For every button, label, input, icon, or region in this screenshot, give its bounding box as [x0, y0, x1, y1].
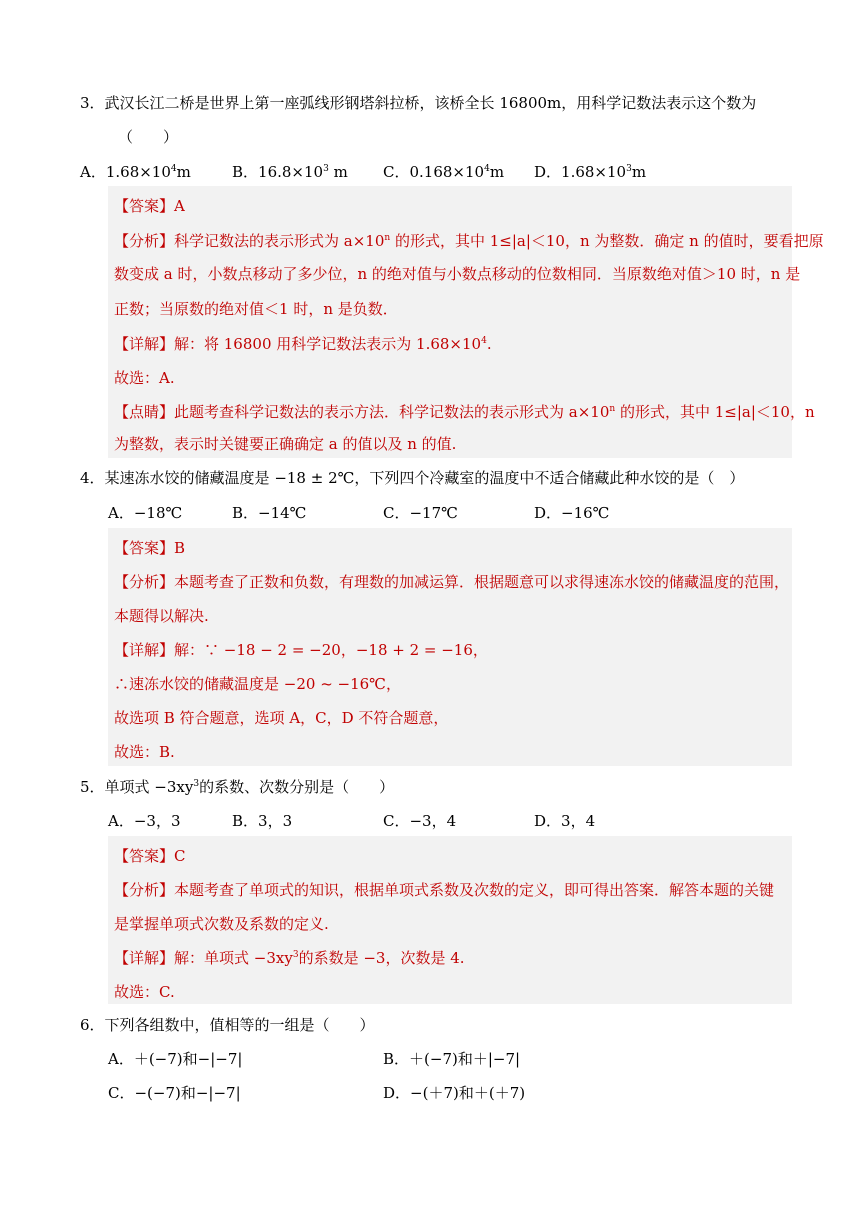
- q6-option-c: C．−(−7)和−|−7|: [108, 1084, 241, 1102]
- q4-detail-line-1: 【详解】解：∵ −18 − 2 = −20，−18 + 2 = −16，: [114, 641, 488, 659]
- question-6-stem: 6．下列各组数中，值相等的一组是（ ）: [80, 1016, 375, 1034]
- q4-detail-line-3: 故选项 B 符合题意，选项 A，C，D 不符合题意，: [114, 709, 449, 727]
- q4-option-c: C．−17℃: [383, 504, 458, 522]
- q3-option-d: D．$1.68\times 10^3m$: [534, 163, 647, 181]
- q4-option-a: A．−18℃: [108, 504, 183, 522]
- q3-detail: 【详解】解：将 16800 用科学记数法表示为 $1.68\times 10^4$.: [114, 335, 492, 353]
- q6-option-b: B．＋(−7)和＋|−7|: [383, 1050, 521, 1068]
- q4-analysis-line-1: 【分析】本题考查了正数和负数，有理数的加减运算．根据题意可以求得速冻水饺的储藏温度的范围，: [114, 573, 790, 591]
- q3-analysis-line-3: 正数；当原数的绝对值＜1 时，n 是负数．: [114, 300, 398, 318]
- question-4-stem: 4．某速冻水饺的储藏温度是 −18 ± 2℃，下列四个冷藏室的温度中不适合储藏此种水饺的是（ ）: [80, 469, 745, 487]
- question-3-paren: （ ）: [118, 128, 179, 146]
- q3-solution-box: [108, 186, 824, 458]
- question-5-stem: 5．单项式 $-3xy^3$的系数、次数分别是（ ）: [80, 778, 395, 796]
- q3-answer: 【答案】A: [114, 197, 185, 215]
- q4-detail-line-2: ∴速冻水饺的储藏温度是 −20 ~ −16℃，: [114, 675, 401, 693]
- q4-option-b: B．−14℃: [232, 504, 307, 522]
- q6-option-d: D．−(＋7)和＋(＋7): [383, 1084, 526, 1102]
- q6-option-a: A．＋(−7)和−|−7|: [108, 1050, 243, 1068]
- q3-analysis-line-2: 数变成 a 时，小数点移动了多少位，n 的绝对值与小数点移动的位数相同．当原数绝对值＞10 时，n 是: [114, 265, 801, 283]
- q4-option-d: D．−16℃: [534, 504, 610, 522]
- q3-comment-line-1: 【点睛】此题考查科学记数法的表示方法．科学记数法的表示形式为 $a\times 10^n$ 的形式，其中 1≤|a|＜10，n: [114, 403, 815, 421]
- q3-choice: 故选：A.: [114, 369, 175, 387]
- q3-option-a: A．$1.68\times 10^4m$: [80, 163, 191, 181]
- q4-answer: 【答案】B: [114, 539, 186, 557]
- q5-option-c: C．−3，4: [383, 812, 457, 830]
- question-3-stem: 3．武汉长江二桥是世界上第一座弧线形钢塔斜拉桥，该桥全长 16800m，用科学记数法表示这个数为: [80, 94, 757, 112]
- q5-detail: 【详解】解：单项式 $-3xy^3$的系数是 −3，次数是 4.: [114, 949, 465, 967]
- q5-solution-box: [108, 836, 792, 1004]
- q3-analysis-line-1: 【分析】科学记数法的表示形式为 $a\times 10^n$ 的形式，其中 1≤|a|＜10，n 为整数．确定 n 的值时，要看把原: [114, 232, 824, 250]
- q3-comment-line-2: 为整数，表示时关键要正确确定 a 的值以及 n 的值.: [114, 435, 457, 453]
- q4-analysis-line-2: 本题得以解决.: [114, 607, 209, 625]
- q5-analysis-line-2: 是掌握单项式次数及系数的定义.: [114, 915, 329, 933]
- q3-option-c: C．$0.168\times 10^4m$: [383, 163, 505, 181]
- q5-choice: 故选：C.: [114, 983, 175, 1001]
- q5-analysis-line-1: 【分析】本题考查了单项式的知识，根据单项式系数及次数的定义，即可得出答案．解答本题的关键: [114, 881, 775, 899]
- q4-solution-box: [108, 528, 792, 766]
- q4-detail-line-4: 故选：B.: [114, 743, 175, 761]
- q5-answer: 【答案】C: [114, 847, 186, 865]
- q5-option-d: D．3，4: [534, 812, 596, 830]
- q3-option-b: B．$16.8\times 10^3$ m: [232, 163, 348, 181]
- q5-option-a: A．−3，3: [108, 812, 181, 830]
- q5-option-b: B．3，3: [232, 812, 293, 830]
